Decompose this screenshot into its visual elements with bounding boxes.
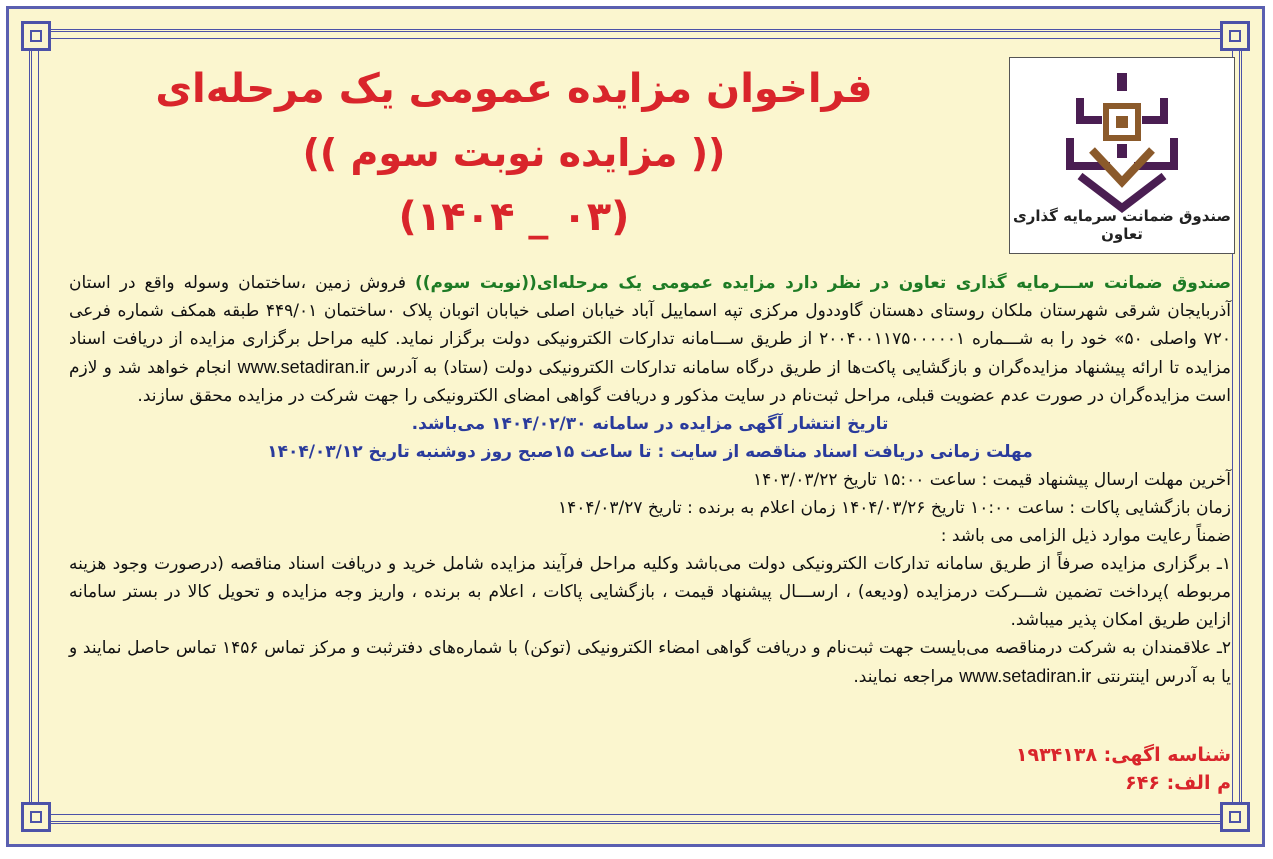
requirements-intro: ضمناً رعایت موارد ذیل الزامی می باشد :: [940, 526, 1231, 546]
setad-link[interactable]: www.setadiran.ir: [237, 357, 370, 377]
auction-number: (۰۳ _ ۱۴۰۴): [398, 194, 630, 240]
auction-round: (( مزایده نوبت سوم )): [302, 131, 726, 175]
requirement-text-end: مراجعه نمایند.: [853, 667, 960, 687]
publish-date: تاریخ انتشار آگهی مزایده در سامانه ۱۴۰۴/۰۲/۳۰ می‌باشد.: [411, 414, 889, 434]
notice-frame: [6, 6, 1265, 847]
notice-content: [69, 49, 1232, 819]
logo-caption: صندوق ضمانت سرمایه گذاری تعاون: [1012, 207, 1232, 243]
title-block: [109, 57, 919, 249]
document-deadline: مهلت زمانی دریافت اسناد مناقصه از سایت : تا ساعت ۱۵صبح روز دوشنبه تاریخ ۱۴۰۴/۰۳/۱۲: [267, 442, 1033, 462]
setad-link[interactable]: www.setadiran.ir: [959, 666, 1092, 686]
intro-text: فروش زمین ،ساختمان وسوله واقع در استان آذربایجان شرقی شهرستان ملکان روستای دهستان گاوددول مرکزی تپه اسماییل آباد خیابان اصلی خیابان اتوبان پلاک ۰ساختمان ۴۴۹/۰۱ طبقه همکف شماره فرعی ۷۲۰ واصلی ۵۰» خود را به شـــماره ۲۰۰۴۰۰۱۱۷۵۰۰۰۰۰۱ از طریق ســـامانه تدارکات الکترونیکی دولت برگزار نماید. کلیه مراحل برگزاری مزایده از دریافت اسناد مزایده تا ارائه پیشنهاد مزایده‌گران و بازگشایی پاکت‌ها از طریق درگاه سامانه تدارکات الکترونیکی دولت (ستاد) به آدرس: [69, 273, 1231, 378]
corner-ornament: [1220, 802, 1250, 832]
ad-footer: [1016, 741, 1231, 797]
requirement-item: [69, 634, 1231, 691]
ad-id: شناسه اگهی: ۱۹۳۴۱۳۸: [1015, 744, 1231, 766]
requirement-item: ۱ـ برگزاری مزایده صرفاً از طریق سامانه تدارکات الکترونیکی دولت می‌باشد وکلیه مراحل فرآیند مزایده شامل خرید و دریافت اسناد مناقصه (درصورت وجود هزینه مربوطه )پرداخت تضمین شـــرکت درمزایده (ودیعه) ، ارســـال پیشنهاد قیمت ، بازگشایی پاکات ، اعلام به برنده ، واریز وجه مزایده و تحویل کالا در بستر سامانه ازاین طریق امکان پذیر میباشد.: [69, 554, 1231, 630]
corner-ornament: [21, 21, 51, 51]
opening-time: زمان بازگشایی پاکات : ساعت ۱۰:۰۰ تاریخ ۱۴۰۴/۰۳/۲۶ زمان اعلام به برنده : تاریخ ۱۴۰۴/۰۳/۲۷: [558, 498, 1231, 518]
price-deadline: آخرین مهلت ارسال پیشنهاد قیمت : ساعت ۱۵:۰۰ تاریخ ۱۴۰۳/۰۳/۲۲: [752, 470, 1231, 490]
intro-paragraph: [69, 269, 1231, 410]
corner-ornament: [21, 802, 51, 832]
fund-logo-icon: [1010, 58, 1234, 218]
intro-heading: صندوق ضمانت ســـرمایه گذاری تعاون در نظر دارد مزایده عمومی یک مرحله‌ای((نوبت سوم)): [414, 273, 1231, 293]
ad-code: م الف: ۶۴۶: [1125, 772, 1231, 794]
requirement-text: ۲ـ علاقمندان به شرکت درمناقصه می‌بایست جهت ثبت‌نام و دریافت گواهی امضاء الکترونیکی (توکن) با شماره‌های دفترثبت و مرکز تماس ۱۴۵۶ تماس حاصل نمایند و یا به آدرس اینترنتی: [69, 638, 1232, 687]
page-title: فراخوان مزایده عمومی یک مرحله‌ای: [155, 66, 873, 112]
notice-body: [69, 269, 1231, 691]
corner-ornament: [1220, 21, 1250, 51]
fund-logo: [1009, 57, 1235, 254]
intro-text-end: انجام خواهد شد و لازم است مزایده‌گران در صورت عدم عضویت قبلی، مراحل ثبت‌نام در سایت مذکور و دریافت گواهی امضای الکترونیکی را جهت شرکت در مزایده محقق سازند.: [69, 358, 1231, 406]
